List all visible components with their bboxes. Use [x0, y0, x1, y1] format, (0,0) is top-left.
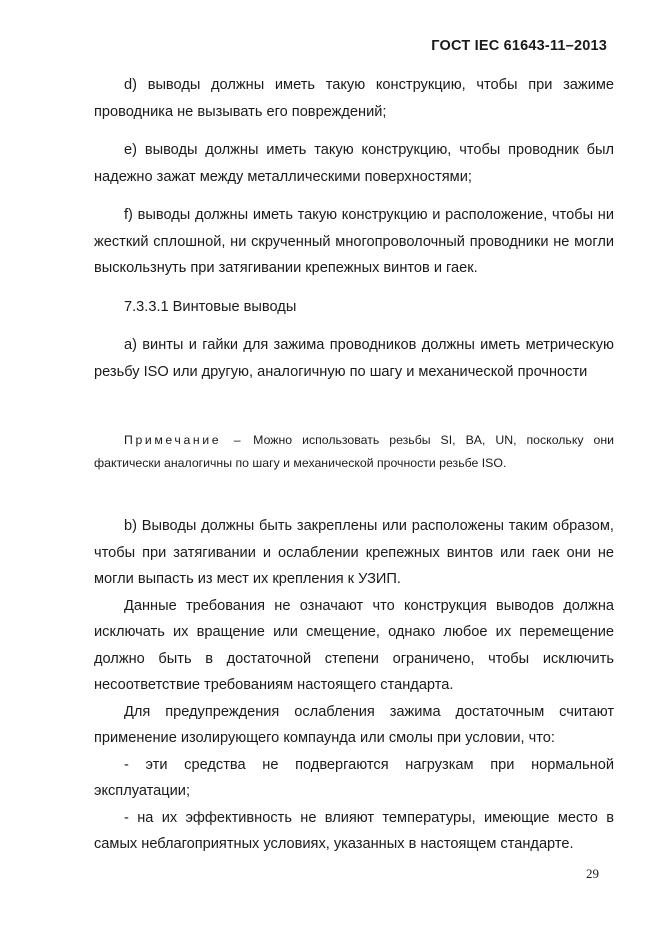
note-block	[94, 429, 614, 475]
paragraph-e: e) выводы должны иметь такую конструкцию, чтобы проводник был надежно зажат между металлическими поверхностями;	[94, 142, 614, 185]
page-number: 29	[586, 866, 599, 881]
note-paragraph	[94, 429, 614, 475]
body-text-top	[94, 72, 614, 385]
body-text-bottom	[94, 513, 614, 858]
paragraph-d: d) выводы должны иметь такую конструкцию, чтобы при зажиме проводника не вызывать его повреждений;	[94, 77, 614, 120]
section-heading-7-3-3-1: 7.3.3.1 Винтовые выводы	[124, 298, 297, 315]
paragraph-b: b) Выводы должны быть закреплены или расположены таким образом, чтобы при затягивании и ослаблении крепежных винтов или гаек они не могли выпасть из мест их крепления к УЗИП.	[94, 518, 614, 587]
paragraph-a: a) винты и гайки для зажима проводников должны иметь метрическую резьбу ISO или другую, аналогичную по шагу и механической прочности	[94, 337, 614, 380]
page-header-standard-title: ГОСТ IEC 61643-11–2013	[431, 38, 607, 54]
list-item-temperature: - на их эффективность не влияют температуры, имеющие место в самых неблагоприятных условиях, указанных в настоящем стандарте.	[94, 809, 614, 852]
paragraph-requirements-note: Данные требования не означают что конструкция выводов должна исключать их вращение или смещение, однако любое их перемещение должно быть в достаточной степени ограничено, чтобы исключить несоответствие требованиям настоящего стандарта.	[94, 597, 614, 693]
paragraph-loosening-prevention: Для предупреждения ослабления зажима достаточным считают применение изолирующего компаунда или смолы при условии, что:	[94, 703, 614, 746]
paragraph-f: f) выводы должны иметь такую конструкцию и расположение, чтобы ни жесткий сплошной, ни скрученный многопроволочный проводники не могли выскользнуть при затягивании крепежных винтов и гаек.	[94, 207, 614, 276]
note-label: Примечание –	[124, 433, 244, 447]
note-text: Можно использовать резьбы SI, BA, UN, поскольку они фактически аналогичны по шагу и механической прочности резьбе ISO.	[94, 433, 614, 470]
list-item-no-load: - эти средства не подвергаются нагрузкам при нормальной эксплуатации;	[94, 756, 614, 799]
